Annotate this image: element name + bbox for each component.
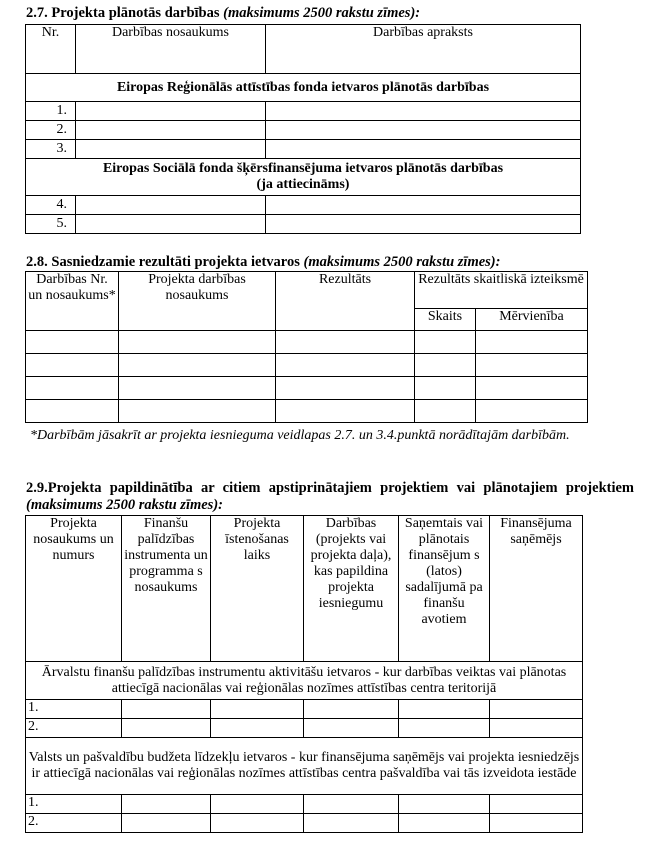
result-cell[interactable]: [26, 331, 119, 354]
project-cell[interactable]: [490, 700, 583, 719]
col-header-implementation-time: Projekta īstenošanas laiks: [211, 516, 304, 662]
result-cell[interactable]: [276, 400, 415, 423]
result-cell[interactable]: [276, 354, 415, 377]
result-cell[interactable]: [415, 331, 476, 354]
col-header-project-name-number: Projekta nosaukums un numurs: [26, 516, 122, 662]
project-cell[interactable]: [304, 700, 399, 719]
col-header-instrument-programme: Finanšu palīdzības instrumenta un programma s nosaukums: [122, 516, 211, 662]
table-row: 5.: [26, 215, 581, 234]
col-header-funding-recipient: Finansējuma saņēmējs: [490, 516, 583, 662]
col-header-result: Rezultāts: [276, 272, 415, 331]
table-planned-activities: [25, 24, 581, 234]
section-2-8-heading: 2.8. Sasniedzamie rezultāti projekta ietvaros (maksimums 2500 rakstu zīmes):: [26, 254, 501, 270]
project-cell[interactable]: [211, 814, 304, 833]
activity-description-cell[interactable]: [266, 140, 581, 159]
section-2-7-heading: 2.7. Projekta plānotās darbības (maksimums 2500 rakstu zīmes):: [26, 5, 421, 21]
result-cell[interactable]: [415, 377, 476, 400]
result-cell[interactable]: [119, 377, 276, 400]
project-cell[interactable]: [304, 719, 399, 738]
project-cell[interactable]: [211, 700, 304, 719]
table-results: [25, 271, 588, 423]
result-cell[interactable]: [476, 400, 588, 423]
project-cell[interactable]: [122, 814, 211, 833]
col-header-activity-name: Darbības nosaukums: [76, 25, 266, 74]
activity-name-cell[interactable]: [76, 140, 266, 159]
table-header-row: [26, 272, 588, 309]
project-cell[interactable]: [122, 700, 211, 719]
result-cell[interactable]: [26, 400, 119, 423]
result-cell[interactable]: [26, 377, 119, 400]
result-cell[interactable]: [476, 354, 588, 377]
result-cell[interactable]: [26, 354, 119, 377]
col-header-numeric-result: Rezultāts skaitliskā izteiksmē: [415, 272, 588, 309]
table-row: [26, 400, 588, 423]
table-header-row: [26, 25, 581, 74]
table-row: [26, 377, 588, 400]
project-cell[interactable]: [399, 719, 490, 738]
result-cell[interactable]: [119, 331, 276, 354]
table-complementarity: [25, 515, 583, 833]
project-cell[interactable]: [211, 795, 304, 814]
col-header-funding-by-source: Saņemtais vai plānotais finansējum s (latos) sadalījumā pa finanšu avotiem: [399, 516, 490, 662]
table-row: [26, 331, 588, 354]
results-footnote: *Darbībām jāsakrīt ar projekta iesnieguma veidlapas 2.7. un 3.4.punktā norādītajām darbībām.: [30, 428, 570, 443]
project-cell[interactable]: [122, 795, 211, 814]
section-2-9-heading: 2.9.Projekta papildinātība ar citiem apstiprinātajiem projektiem vai plānotajiem projektiem (maksimums 2500 rakstu zīmes):: [26, 480, 635, 513]
col-header-nr: Nr.: [26, 25, 76, 74]
result-cell[interactable]: [119, 400, 276, 423]
result-cell[interactable]: [415, 354, 476, 377]
table-row: [26, 354, 588, 377]
table-row: 1.: [26, 700, 583, 719]
project-cell[interactable]: [304, 795, 399, 814]
col-header-activity-nr-name: Darbības Nr. un nosaukums*: [26, 272, 119, 331]
col-header-complementing-activities: Darbības (projekts vai projekta daļa), kas papildina projekta iesniegumu: [304, 516, 399, 662]
table-row: 3.: [26, 140, 581, 159]
project-cell[interactable]: [399, 814, 490, 833]
state-municipal-budget-group-row: Valsts un pašvaldību budžeta līdzekļu ietvaros - kur finansējuma saņēmējs vai projekta iesniedzējs ir attiecīgā nacionālas vai reģionālas nozīmes attīstības centra pašvaldība vai tās izveidota iestāde: [26, 738, 583, 795]
project-cell[interactable]: [399, 795, 490, 814]
result-cell[interactable]: [276, 331, 415, 354]
activity-name-cell[interactable]: [76, 196, 266, 215]
activity-name-cell[interactable]: [76, 215, 266, 234]
result-cell[interactable]: [119, 354, 276, 377]
activity-description-cell[interactable]: [266, 215, 581, 234]
result-cell[interactable]: [476, 377, 588, 400]
col-header-project-activity-name: Projekta darbības nosaukums: [119, 272, 276, 331]
result-cell[interactable]: [276, 377, 415, 400]
project-cell[interactable]: [211, 719, 304, 738]
erdf-group-row: Eiropas Reģionālās attīstības fonda ietvaros plānotās darbības: [26, 74, 581, 102]
table-row: 1.: [26, 102, 581, 121]
foreign-instruments-group-row: Ārvalstu finanšu palīdzības instrumentu aktivitāšu ietvaros - kur darbības veiktas vai plānotas attiecīgā nacionālas vai reģionālas nozīmes attīstības centra teritorijā: [26, 662, 583, 700]
project-cell[interactable]: [490, 795, 583, 814]
table-row: 1.: [26, 795, 583, 814]
project-cell[interactable]: [399, 700, 490, 719]
col-header-activity-description: Darbības apraksts: [266, 25, 581, 74]
result-cell[interactable]: [476, 331, 588, 354]
activity-description-cell[interactable]: [266, 196, 581, 215]
result-cell[interactable]: [415, 400, 476, 423]
project-cell[interactable]: [490, 719, 583, 738]
table-header-row: [26, 516, 583, 662]
table-row: 2.: [26, 814, 583, 833]
activity-description-cell[interactable]: [266, 121, 581, 140]
col-header-count: Skaits: [415, 309, 476, 331]
activity-name-cell[interactable]: [76, 102, 266, 121]
activity-description-cell[interactable]: [266, 102, 581, 121]
table-row: 2.: [26, 121, 581, 140]
project-cell[interactable]: [490, 814, 583, 833]
table-row: 4.: [26, 196, 581, 215]
table-row: 2.: [26, 719, 583, 738]
project-cell[interactable]: [304, 814, 399, 833]
activity-name-cell[interactable]: [76, 121, 266, 140]
project-cell[interactable]: [122, 719, 211, 738]
col-header-unit: Mērvienība: [476, 309, 588, 331]
esf-group-row: Eiropas Sociālā fonda šķērsfinansējuma ietvaros plānotās darbības (ja attiecināms): [26, 159, 581, 196]
